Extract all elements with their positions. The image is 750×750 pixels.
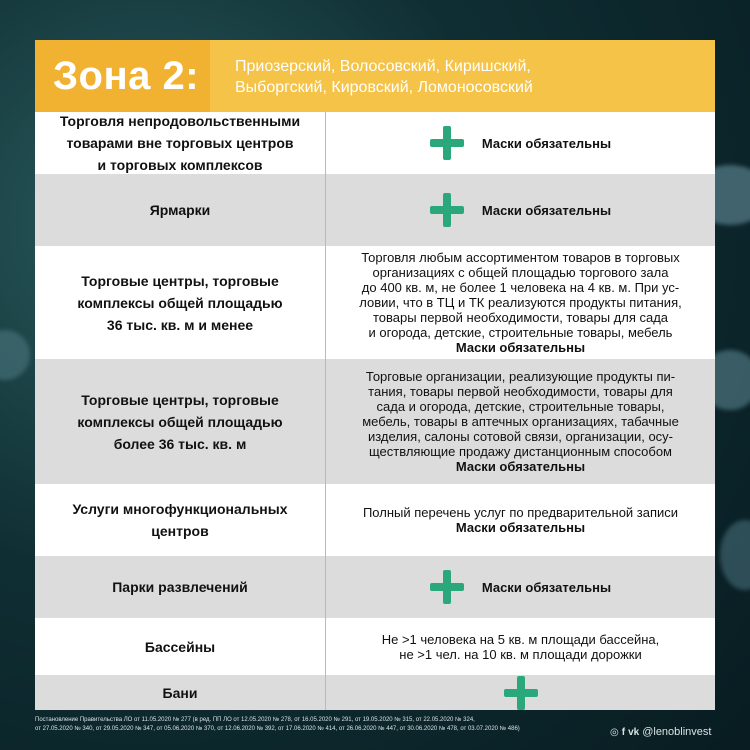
rule-cell bbox=[326, 556, 715, 618]
rule-line: ществляющие продажу дистанционным способом bbox=[368, 444, 672, 459]
rule-cell bbox=[326, 359, 715, 484]
social-handle bbox=[610, 726, 711, 738]
activity-cell bbox=[35, 618, 325, 675]
activity-line: Торговые центры, торговые bbox=[81, 272, 279, 289]
activity-cell bbox=[35, 484, 325, 556]
activity-cell bbox=[35, 359, 325, 484]
activity-line: Торговля непродовольственными bbox=[59, 113, 301, 129]
activity-line: товарами вне торговых центров bbox=[66, 135, 294, 151]
rule-line: организациях с общей площадью торгового зала bbox=[372, 265, 669, 280]
mask-required-label: Маски обязательны bbox=[455, 459, 586, 474]
mask-required-label: Маски обязательны bbox=[481, 135, 612, 151]
activity-line: комплексы общей площадью bbox=[77, 413, 283, 430]
rule-line: товары первой необходимости, товары для сада bbox=[372, 310, 669, 325]
vk-icon: vk bbox=[628, 726, 640, 738]
activity-cell bbox=[35, 675, 325, 710]
rule-line: до 400 кв. м, не более 1 человека на 4 кв. м. При ус- bbox=[361, 280, 680, 295]
activity-line: Услуги многофункциональных bbox=[72, 501, 288, 517]
table-row bbox=[35, 618, 715, 675]
activity-cell bbox=[35, 246, 325, 359]
rule-line: тания, товары первой необходимости, товары для bbox=[368, 384, 673, 399]
activity-cell bbox=[35, 174, 325, 246]
rule-line: Полный перечень услуг по предварительной записи bbox=[362, 505, 679, 520]
table-row bbox=[35, 675, 715, 710]
table-row bbox=[35, 359, 715, 484]
mask-required-label: Маски обязательны bbox=[481, 202, 612, 218]
activity-line: Бассейны bbox=[144, 638, 216, 655]
rule-cell bbox=[326, 174, 715, 246]
activity-line: Торговые центры, торговые bbox=[81, 391, 279, 408]
rule-cell bbox=[326, 675, 715, 710]
district-line: Приозерский, Волосовский, Киришский, bbox=[235, 58, 531, 75]
background-cell bbox=[720, 520, 750, 590]
activity-line: и торговых комплексов bbox=[97, 157, 263, 173]
rule-cell bbox=[326, 246, 715, 359]
handle-text: @lenoblinvest bbox=[642, 726, 712, 738]
rule-cell bbox=[326, 618, 715, 675]
activity-line: комплексы общей площадью bbox=[77, 294, 283, 311]
table-row bbox=[35, 246, 715, 359]
plus-icon bbox=[430, 126, 464, 160]
rule-cell bbox=[326, 112, 715, 174]
table-row bbox=[35, 112, 715, 174]
rule-line: Не >1 человека на 5 кв. м площади бассейна, bbox=[381, 631, 660, 647]
table-row bbox=[35, 556, 715, 618]
rule-line: мебель, товары в аптечных организациях, табачные bbox=[362, 414, 679, 429]
mask-required-label: Маски обязательны bbox=[455, 520, 586, 535]
rule-line: Торговые организации, реализующие продукты пи- bbox=[365, 369, 676, 384]
facebook-icon: f bbox=[621, 726, 626, 738]
activity-line: 36 тыс. кв. м и менее bbox=[106, 316, 254, 333]
zone-title: Зона 2: bbox=[53, 54, 200, 98]
table-row bbox=[35, 484, 715, 556]
rule-line: Торговля любым ассортиментом товаров в торговых bbox=[361, 250, 680, 265]
rule-line: не >1 чел. на 10 кв. м площади дорожки bbox=[399, 646, 642, 662]
activity-cell bbox=[35, 556, 325, 618]
rule-line: сада и огорода, детские, строительные товары, bbox=[376, 399, 665, 414]
rule-line: изделия, салоны сотовой связи, организации, осу- bbox=[367, 429, 674, 444]
activity-line: Бани bbox=[162, 684, 198, 701]
rule-line: ловии, что в ТЦ и ТК реализуются продукты питания, bbox=[359, 295, 682, 310]
plus-icon bbox=[504, 676, 538, 710]
info-card bbox=[35, 40, 715, 710]
activity-cell bbox=[35, 112, 325, 174]
district-list bbox=[235, 56, 705, 98]
plus-icon bbox=[430, 193, 464, 227]
activity-line: Ярмарки bbox=[149, 202, 211, 218]
mask-required-label: Маски обязательны bbox=[481, 579, 612, 595]
activity-line: более 36 тыс. кв. м bbox=[113, 435, 247, 452]
zone-header bbox=[35, 40, 715, 112]
legal-note-line: Постановление Правительства ЛО от 11.05.2020 № 277 (в ред. ПП ЛО от 12.05.2020 № 278, от 16.05.2020 № 291, от 19.05.2020 № 315, от 22.05.2020 № 324, bbox=[35, 717, 475, 723]
legal-note-line: от 27.05.2020 № 340, от 29.05.2020 № 347, от 05.06.2020 № 370, от 12.06.2020 № 392, от 17.06.2020 № 414, от 26.06.2020 № 447, от 30.06.2020 № 478, от 03.07.2020 № 486) bbox=[35, 726, 520, 732]
activity-line: Парки развлечений bbox=[112, 579, 248, 595]
table-row bbox=[35, 174, 715, 246]
activity-line: центров bbox=[151, 523, 209, 539]
district-line: Выборгский, Кировский, Ломоносовский bbox=[235, 79, 533, 96]
legal-note bbox=[35, 716, 595, 734]
instagram-icon: ◎ bbox=[610, 726, 619, 738]
mask-required-label: Маски обязательны bbox=[455, 340, 586, 355]
rule-line: и огорода, детские, строительные товары, мебель bbox=[368, 325, 673, 340]
background-cell bbox=[0, 330, 30, 380]
plus-icon bbox=[430, 570, 464, 604]
rule-cell bbox=[326, 484, 715, 556]
zone-badge bbox=[35, 40, 210, 112]
